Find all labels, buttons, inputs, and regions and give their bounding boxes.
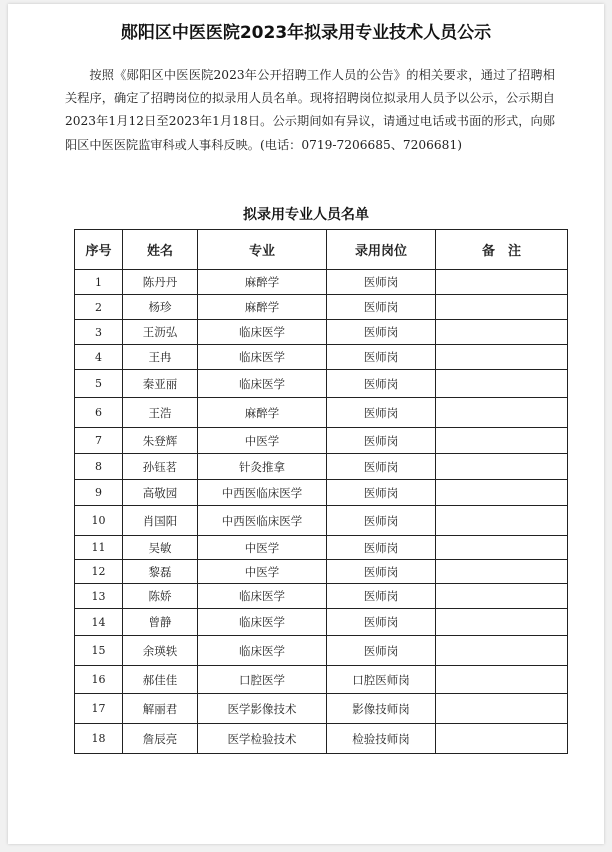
cell-post: 口腔医师岗 [327,666,436,694]
cell-seq: 14 [75,609,123,636]
cell-major: 中医学 [198,428,327,454]
column-header-seq: 序号 [75,230,123,270]
table-row [75,636,568,666]
cell-major: 中医学 [198,560,327,584]
cell-name: 秦亚丽 [123,370,198,398]
cell-seq: 18 [75,724,123,754]
table-row [75,320,568,345]
cell-major: 临床医学 [198,370,327,398]
page-title: 郧阳区中医医院2023年拟录用专业技术人员公示 [120,23,492,43]
cell-post: 影像技师岗 [327,694,436,724]
table-row [75,295,568,320]
cell-post: 医师岗 [327,270,436,295]
cell-major: 临床医学 [198,609,327,636]
cell-major: 中医学 [198,536,327,560]
cell-post: 医师岗 [327,345,436,370]
cell-name: 孙钰茗 [123,454,198,480]
table-row [75,398,568,428]
column-header-note: 备 注 [436,230,568,270]
cell-post: 医师岗 [327,636,436,666]
table-row [75,345,568,370]
cell-post: 医师岗 [327,584,436,609]
cell-seq: 12 [75,560,123,584]
cell-name: 陈丹丹 [123,270,198,295]
table-row [75,536,568,560]
cell-post: 医师岗 [327,560,436,584]
cell-seq: 5 [75,370,123,398]
cell-note [436,560,568,584]
cell-major: 医学影像技术 [198,694,327,724]
table-row [75,724,568,754]
cell-name: 朱登辉 [123,428,198,454]
cell-seq: 13 [75,584,123,609]
cell-seq: 8 [75,454,123,480]
cell-seq: 4 [75,345,123,370]
cell-post: 医师岗 [327,454,436,480]
table-row [75,480,568,506]
cell-major: 临床医学 [198,636,327,666]
document-page [8,4,604,844]
table-row [75,560,568,584]
cell-post: 检验技师岗 [327,724,436,754]
cell-note [436,428,568,454]
cell-post: 医师岗 [327,536,436,560]
cell-seq: 7 [75,428,123,454]
cell-name: 余瑛轶 [123,636,198,666]
cell-name: 吴敏 [123,536,198,560]
cell-note [436,724,568,754]
cell-major: 中西医临床医学 [198,480,327,506]
cell-post: 医师岗 [327,506,436,536]
table-row [75,270,568,295]
cell-post: 医师岗 [327,609,436,636]
cell-major: 临床医学 [198,584,327,609]
table-row [75,454,568,480]
table-row [75,584,568,609]
table-row [75,666,568,694]
cell-note [436,295,568,320]
cell-note [436,536,568,560]
cell-post: 医师岗 [327,320,436,345]
cell-post: 医师岗 [327,480,436,506]
cell-seq: 11 [75,536,123,560]
table-body [75,270,568,754]
cell-name: 解丽君 [123,694,198,724]
cell-name: 王沥弘 [123,320,198,345]
cell-post: 医师岗 [327,295,436,320]
cell-name: 高敬园 [123,480,198,506]
table-row [75,428,568,454]
cell-name: 王冉 [123,345,198,370]
cell-major: 口腔医学 [198,666,327,694]
cell-seq: 16 [75,666,123,694]
cell-major: 医学检验技术 [198,724,327,754]
cell-seq: 3 [75,320,123,345]
cell-seq: 10 [75,506,123,536]
cell-major: 麻醉学 [198,270,327,295]
cell-name: 肖国阳 [123,506,198,536]
column-header-name: 姓名 [123,230,198,270]
cell-major: 麻醉学 [198,295,327,320]
cell-note [436,609,568,636]
cell-seq: 2 [75,295,123,320]
table-row [75,694,568,724]
cell-name: 王浩 [123,398,198,428]
cell-seq: 6 [75,398,123,428]
candidate-table [74,229,568,754]
cell-note [436,398,568,428]
table-title: 拟录用专业人员名单 [243,207,369,223]
cell-major: 麻醉学 [198,398,327,428]
cell-seq: 9 [75,480,123,506]
cell-name: 杨珍 [123,295,198,320]
cell-post: 医师岗 [327,428,436,454]
cell-note [436,666,568,694]
cell-note [436,480,568,506]
cell-name: 郝佳佳 [123,666,198,694]
cell-major: 临床医学 [198,320,327,345]
cell-seq: 1 [75,270,123,295]
cell-note [436,584,568,609]
cell-seq: 17 [75,694,123,724]
cell-note [436,506,568,536]
notice-paragraph: 按照《郧阳区中医医院2023年公开招聘工作人员的公告》的相关要求，通过了招聘相关程序，确定了招聘岗位的拟录用人员名单。现将招聘岗位拟录用人员予以公示，公示期自2023年1月12日至2023年1月18日。公示期间如有异议，请通过电话或书面的形式，向郧阳区中医医院监审科或人事科反映。(电话：0719-7206685、7206681) [65,68,555,152]
column-header-major: 专业 [198,230,327,270]
cell-major: 中西医临床医学 [198,506,327,536]
cell-name: 陈娇 [123,584,198,609]
cell-major: 针灸推拿 [198,454,327,480]
cell-note [436,270,568,295]
table-row [75,609,568,636]
cell-note [436,694,568,724]
cell-post: 医师岗 [327,398,436,428]
table-row [75,370,568,398]
cell-note [436,370,568,398]
table-header-row [75,230,568,270]
cell-note [436,320,568,345]
cell-note [436,636,568,666]
cell-note [436,345,568,370]
cell-name: 黎磊 [123,560,198,584]
cell-post: 医师岗 [327,370,436,398]
cell-name: 曾静 [123,609,198,636]
column-header-post: 录用岗位 [327,230,436,270]
cell-note [436,454,568,480]
cell-major: 临床医学 [198,345,327,370]
cell-name: 詹辰亮 [123,724,198,754]
table-row [75,506,568,536]
cell-seq: 15 [75,636,123,666]
